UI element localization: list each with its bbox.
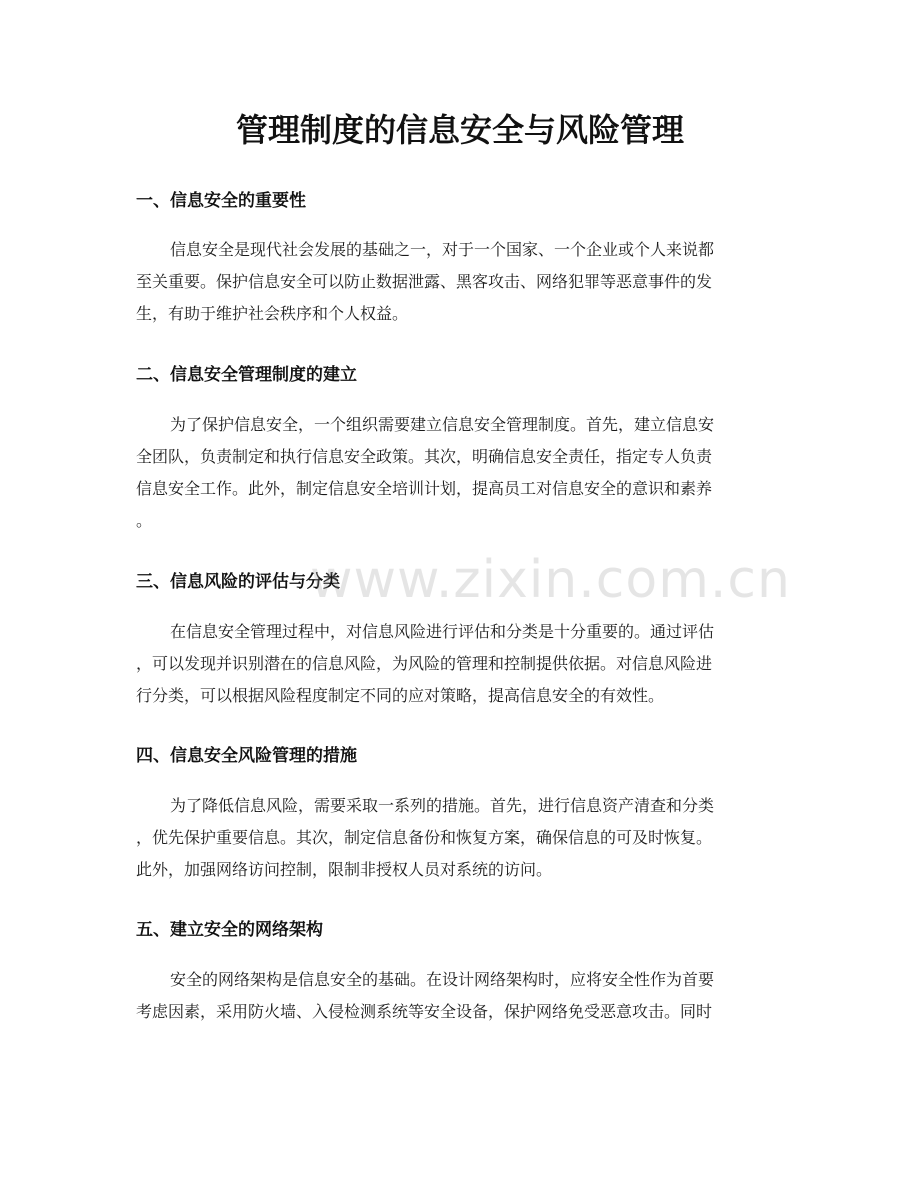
- section-heading-4: 四、信息安全风险管理的措施: [136, 746, 357, 766]
- section-paragraph-3: [136, 616, 786, 712]
- paragraph-line: ，优先保护重要信息。其次，制定信息备份和恢复方案，确保信息的可及时恢复。: [136, 828, 713, 847]
- section-paragraph-5: [136, 964, 786, 1028]
- paragraph-line: 行分类，可以根据风险程度制定不同的应对策略，提高信息安全的有效性。: [136, 686, 665, 705]
- section-heading-1: 一、信息安全的重要性: [136, 191, 306, 211]
- section-paragraph-4: [136, 790, 786, 886]
- paragraph-line: 为了保护信息安全，一个组织需要建立信息安全管理制度。首先，建立信息安: [170, 415, 715, 434]
- paragraph-line: 至关重要。保护信息安全可以防止数据泄露、黑客攻击、网络犯罪等恶意事件的发: [136, 272, 713, 291]
- section-heading-2: 二、信息安全管理制度的建立: [136, 365, 357, 385]
- paragraph-line: 全团队，负责制定和执行信息安全政策。其次，明确信息安全责任，指定专人负责: [136, 447, 713, 466]
- paragraph-line: 生，有助于维护社会秩序和个人权益。: [136, 304, 409, 323]
- section-heading-5: 五、建立安全的网络架构: [136, 920, 323, 940]
- section-paragraph-2: [136, 409, 786, 537]
- paragraph-line: 此外，加强网络访问控制，限制非授权人员对系统的访问。: [136, 860, 553, 879]
- paragraph-line: 信息安全是现代社会发展的基础之一，对于一个国家、一个企业或个人来说都: [170, 240, 715, 259]
- paragraph-line: 信息安全工作。此外，制定信息安全培训计划，提高员工对信息安全的意识和素养: [136, 479, 713, 498]
- paragraph-line: 安全的网络架构是信息安全的基础。在设计网络架构时，应将安全性作为首要: [170, 970, 715, 989]
- paragraph-line: 为了降低信息风险，需要采取一系列的措施。首先，进行信息资产清查和分类: [170, 796, 715, 815]
- paragraph-line: 在信息安全管理过程中，对信息风险进行评估和分类是十分重要的。通过评估: [170, 622, 715, 641]
- section-paragraph-1: [136, 234, 786, 330]
- paragraph-line: ，可以发现并识别潜在的信息风险，为风险的管理和控制提供依据。对信息风险进: [136, 654, 713, 673]
- paragraph-line: 考虑因素，采用防火墙、入侵检测系统等安全设备，保护网络免受恶意攻击。同时: [136, 1002, 713, 1021]
- section-heading-3: 三、信息风险的评估与分类: [136, 572, 340, 592]
- watermark-text: www.zixin.com.cn: [310, 550, 791, 610]
- page-title: 管理制度的信息安全与风险管理: [235, 111, 684, 149]
- paragraph-line: 。: [136, 511, 153, 530]
